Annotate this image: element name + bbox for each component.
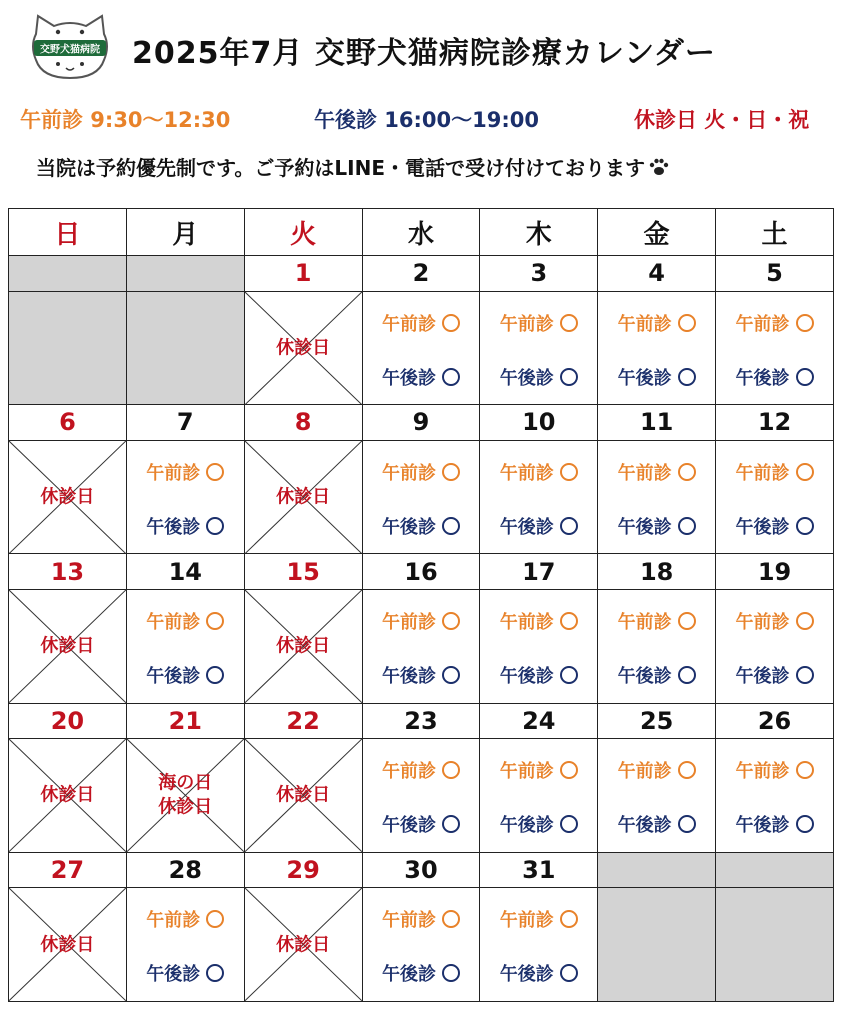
am-slot-label: 午前診	[146, 611, 201, 633]
am-slot-label: 午前診	[381, 313, 436, 335]
hours-bar	[0, 100, 849, 136]
day-cell	[716, 291, 834, 405]
am-slot-label: 午前診	[499, 910, 554, 932]
day-cell	[362, 291, 480, 405]
date-cell: 28	[126, 852, 244, 888]
am-slot-label: 午前診	[617, 761, 672, 783]
open-circle-icon	[796, 612, 814, 630]
date-cell: 15	[244, 554, 362, 590]
date-cell: 27	[9, 852, 127, 888]
day-cell	[126, 739, 244, 853]
pm-slot	[716, 662, 833, 688]
closed-text: 休診日	[40, 486, 95, 508]
open-circle-icon	[560, 761, 578, 779]
closed-text: 休診日	[40, 933, 95, 955]
am-slot-label: 午前診	[735, 313, 790, 335]
day-cell	[716, 739, 834, 853]
open-circle-icon	[560, 612, 578, 630]
date-cell	[716, 852, 834, 888]
open-circle-icon	[206, 612, 224, 630]
day-cell	[716, 440, 834, 554]
am-slot	[480, 906, 597, 932]
pm-slot-label: 午後診	[735, 367, 790, 389]
date-cell: 23	[362, 703, 480, 739]
schedule-row	[9, 888, 834, 1002]
date-cell: 12	[716, 405, 834, 441]
closed-label	[245, 933, 362, 956]
pm-slot-label: 午後診	[735, 815, 790, 837]
day-cell	[244, 291, 362, 405]
date-cell: 14	[126, 554, 244, 590]
pm-slot-label: 午後診	[735, 516, 790, 538]
open-circle-icon	[678, 314, 696, 332]
am-slot	[363, 459, 480, 485]
date-cell: 11	[598, 405, 716, 441]
pm-slot	[598, 364, 715, 390]
open-circle-icon	[796, 761, 814, 779]
am-slot	[127, 906, 244, 932]
day-cell	[126, 888, 244, 1002]
day-cell	[480, 589, 598, 703]
am-slot-label: 午前診	[735, 462, 790, 484]
open-circle-icon	[678, 517, 696, 535]
date-cell: 31	[480, 852, 598, 888]
open-circle-icon	[442, 517, 460, 535]
date-cell: 2	[362, 256, 480, 292]
pm-slot-label: 午後診	[381, 367, 436, 389]
closed-label	[127, 772, 244, 819]
am-slot	[480, 608, 597, 634]
date-cell: 3	[480, 256, 598, 292]
open-circle-icon	[442, 964, 460, 982]
open-circle-icon	[206, 517, 224, 535]
pm-hours: 午後診 16:00〜19:00	[314, 108, 540, 132]
day-cell	[126, 440, 244, 554]
am-slot-label: 午前診	[499, 462, 554, 484]
am-slot	[716, 310, 833, 336]
am-slot	[363, 310, 480, 336]
day-cell	[480, 888, 598, 1002]
clinic-logo	[28, 12, 112, 82]
date-cell: 18	[598, 554, 716, 590]
am-slot	[716, 608, 833, 634]
closed-label	[9, 635, 126, 658]
am-slot-label: 午前診	[381, 462, 436, 484]
date-cell: 7	[126, 405, 244, 441]
weekday-sat: 土	[716, 209, 834, 256]
am-slot-label: 午前診	[735, 611, 790, 633]
pm-slot	[363, 960, 480, 986]
closed-text: 休診日	[276, 337, 331, 359]
open-circle-icon	[678, 815, 696, 833]
pm-slot-label: 午後診	[381, 516, 436, 538]
open-circle-icon	[442, 666, 460, 684]
open-circle-icon	[560, 815, 578, 833]
pm-slot-label: 午後診	[146, 516, 201, 538]
open-circle-icon	[560, 368, 578, 386]
date-cell	[9, 256, 127, 292]
date-cell: 26	[716, 703, 834, 739]
open-circle-icon	[678, 761, 696, 779]
open-circle-icon	[560, 666, 578, 684]
day-cell	[598, 440, 716, 554]
open-circle-icon	[442, 612, 460, 630]
pm-slot	[716, 811, 833, 837]
date-cell: 13	[9, 554, 127, 590]
weekday-mon: 月	[126, 209, 244, 256]
day-cell	[480, 739, 598, 853]
closed-label	[9, 933, 126, 956]
pm-slot	[363, 513, 480, 539]
open-circle-icon	[442, 815, 460, 833]
open-circle-icon	[796, 517, 814, 535]
pm-slot-label: 午後診	[617, 665, 672, 687]
am-slot	[127, 459, 244, 485]
pm-slot-label: 午後診	[146, 665, 201, 687]
am-hours: 午前診 9:30〜12:30	[20, 108, 231, 132]
closed-text: 休診日	[40, 635, 95, 657]
open-circle-icon	[678, 463, 696, 481]
closed-days: 休診日 火・日・祝	[634, 108, 810, 132]
day-cell	[598, 739, 716, 853]
pm-slot	[716, 364, 833, 390]
pm-slot	[127, 513, 244, 539]
am-slot	[716, 757, 833, 783]
weekday-wed: 水	[362, 209, 480, 256]
date-cell: 29	[244, 852, 362, 888]
pm-slot	[480, 960, 597, 986]
pm-slot-label: 午後診	[381, 665, 436, 687]
open-circle-icon	[442, 910, 460, 928]
date-cell: 6	[9, 405, 127, 441]
am-slot-label: 午前診	[499, 611, 554, 633]
pm-slot-label: 午後診	[499, 665, 554, 687]
day-cell	[244, 440, 362, 554]
am-slot	[598, 310, 715, 336]
date-cell: 10	[480, 405, 598, 441]
date-cell: 4	[598, 256, 716, 292]
closed-text: 休診日	[40, 784, 95, 806]
schedule-row	[9, 739, 834, 853]
pm-slot-label: 午後診	[499, 367, 554, 389]
am-slot	[363, 757, 480, 783]
pm-slot	[363, 811, 480, 837]
date-row	[9, 405, 834, 441]
weekday-tue: 火	[244, 209, 362, 256]
day-cell	[244, 739, 362, 853]
am-slot	[598, 459, 715, 485]
notice-text: 当院は予約優先制です。ご予約はLINE・電話で受け付けております	[36, 156, 645, 180]
day-cell	[362, 440, 480, 554]
day-cell	[362, 888, 480, 1002]
date-cell: 30	[362, 852, 480, 888]
am-slot-label: 午前診	[617, 611, 672, 633]
cat-logo-icon	[28, 12, 112, 82]
open-circle-icon	[796, 368, 814, 386]
am-slot-label: 午前診	[499, 313, 554, 335]
page-title: 2025年7月 交野犬猫病院診療カレンダー	[132, 36, 716, 71]
am-slot	[127, 608, 244, 634]
am-slot	[363, 608, 480, 634]
weekday-thu: 木	[480, 209, 598, 256]
closed-text: 休診日	[276, 635, 331, 657]
day-cell	[9, 589, 127, 703]
pm-slot-label: 午後診	[617, 815, 672, 837]
open-circle-icon	[442, 368, 460, 386]
open-circle-icon	[796, 666, 814, 684]
day-cell	[9, 291, 127, 405]
pm-slot	[127, 960, 244, 986]
pm-slot	[363, 662, 480, 688]
day-cell	[9, 440, 127, 554]
pm-slot-label: 午後診	[146, 964, 201, 986]
closed-text: 休診日	[276, 933, 331, 955]
day-cell	[126, 589, 244, 703]
open-circle-icon	[206, 666, 224, 684]
am-slot	[716, 459, 833, 485]
weekday-fri: 金	[598, 209, 716, 256]
day-cell	[362, 589, 480, 703]
am-slot-label: 午前診	[146, 462, 201, 484]
day-cell	[716, 888, 834, 1002]
am-slot-label: 午前診	[381, 910, 436, 932]
date-row	[9, 703, 834, 739]
open-circle-icon	[442, 314, 460, 332]
pm-slot	[716, 513, 833, 539]
date-cell: 17	[480, 554, 598, 590]
am-slot	[598, 608, 715, 634]
day-cell	[244, 888, 362, 1002]
am-slot	[363, 906, 480, 932]
closed-text: 休診日	[158, 796, 213, 818]
pm-slot	[480, 662, 597, 688]
day-cell	[126, 291, 244, 405]
holiday-name: 海の日	[158, 773, 213, 795]
date-cell	[126, 256, 244, 292]
am-slot-label: 午前診	[146, 910, 201, 932]
date-cell: 21	[126, 703, 244, 739]
am-slot-label: 午前診	[499, 761, 554, 783]
day-cell	[244, 589, 362, 703]
open-circle-icon	[560, 910, 578, 928]
date-row	[9, 852, 834, 888]
closed-label	[9, 784, 126, 807]
pm-slot-label: 午後診	[617, 516, 672, 538]
am-slot-label: 午前診	[617, 462, 672, 484]
day-cell	[598, 888, 716, 1002]
day-cell	[716, 589, 834, 703]
date-cell: 8	[244, 405, 362, 441]
am-slot-label: 午前診	[381, 611, 436, 633]
closed-label	[9, 485, 126, 508]
calendar-table	[8, 208, 834, 1002]
open-circle-icon	[678, 666, 696, 684]
open-circle-icon	[206, 463, 224, 481]
open-circle-icon	[442, 463, 460, 481]
logo-text: 交野犬猫病院	[40, 44, 100, 56]
date-cell: 9	[362, 405, 480, 441]
paw-icon	[647, 157, 671, 182]
pm-slot-label: 午後診	[499, 964, 554, 986]
open-circle-icon	[442, 761, 460, 779]
schedule-row	[9, 589, 834, 703]
calendar-body	[9, 256, 834, 1002]
pm-slot-label: 午後診	[499, 516, 554, 538]
day-cell	[480, 440, 598, 554]
closed-label	[245, 485, 362, 508]
date-row	[9, 554, 834, 590]
pm-slot	[480, 513, 597, 539]
open-circle-icon	[796, 463, 814, 481]
day-cell	[598, 291, 716, 405]
pm-slot	[480, 364, 597, 390]
am-slot	[480, 459, 597, 485]
pm-slot	[598, 513, 715, 539]
open-circle-icon	[678, 612, 696, 630]
day-cell	[362, 739, 480, 853]
date-row	[9, 256, 834, 292]
pm-slot	[127, 662, 244, 688]
date-cell: 20	[9, 703, 127, 739]
schedule-row	[9, 440, 834, 554]
open-circle-icon	[678, 368, 696, 386]
pm-slot-label: 午後診	[381, 964, 436, 986]
pm-slot-label: 午後診	[381, 815, 436, 837]
date-cell: 5	[716, 256, 834, 292]
open-circle-icon	[560, 463, 578, 481]
pm-slot-label: 午後診	[735, 665, 790, 687]
open-circle-icon	[206, 964, 224, 982]
open-circle-icon	[560, 314, 578, 332]
open-circle-icon	[206, 910, 224, 928]
am-slot	[598, 757, 715, 783]
closed-label	[245, 336, 362, 359]
open-circle-icon	[796, 314, 814, 332]
open-circle-icon	[796, 815, 814, 833]
pm-slot-label: 午後診	[499, 815, 554, 837]
am-slot-label: 午前診	[381, 761, 436, 783]
date-cell: 1	[244, 256, 362, 292]
am-slot	[480, 757, 597, 783]
day-cell	[598, 589, 716, 703]
closed-text: 休診日	[276, 486, 331, 508]
am-slot-label: 午前診	[735, 761, 790, 783]
day-cell	[9, 888, 127, 1002]
date-cell: 19	[716, 554, 834, 590]
closed-label	[245, 784, 362, 807]
pm-slot	[598, 662, 715, 688]
am-slot-label: 午前診	[617, 313, 672, 335]
pm-slot	[480, 811, 597, 837]
date-cell: 25	[598, 703, 716, 739]
date-cell: 24	[480, 703, 598, 739]
open-circle-icon	[560, 517, 578, 535]
pm-slot	[363, 364, 480, 390]
reservation-notice	[36, 152, 671, 182]
date-cell: 22	[244, 703, 362, 739]
date-cell	[598, 852, 716, 888]
am-slot	[480, 310, 597, 336]
weekday-sun: 日	[9, 209, 127, 256]
schedule-row	[9, 291, 834, 405]
closed-text: 休診日	[276, 784, 331, 806]
day-cell	[480, 291, 598, 405]
weekday-row	[9, 209, 834, 256]
closed-label	[245, 635, 362, 658]
open-circle-icon	[560, 964, 578, 982]
day-cell	[9, 739, 127, 853]
pm-slot	[598, 811, 715, 837]
pm-slot-label: 午後診	[617, 367, 672, 389]
header	[0, 0, 849, 92]
date-cell: 16	[362, 554, 480, 590]
